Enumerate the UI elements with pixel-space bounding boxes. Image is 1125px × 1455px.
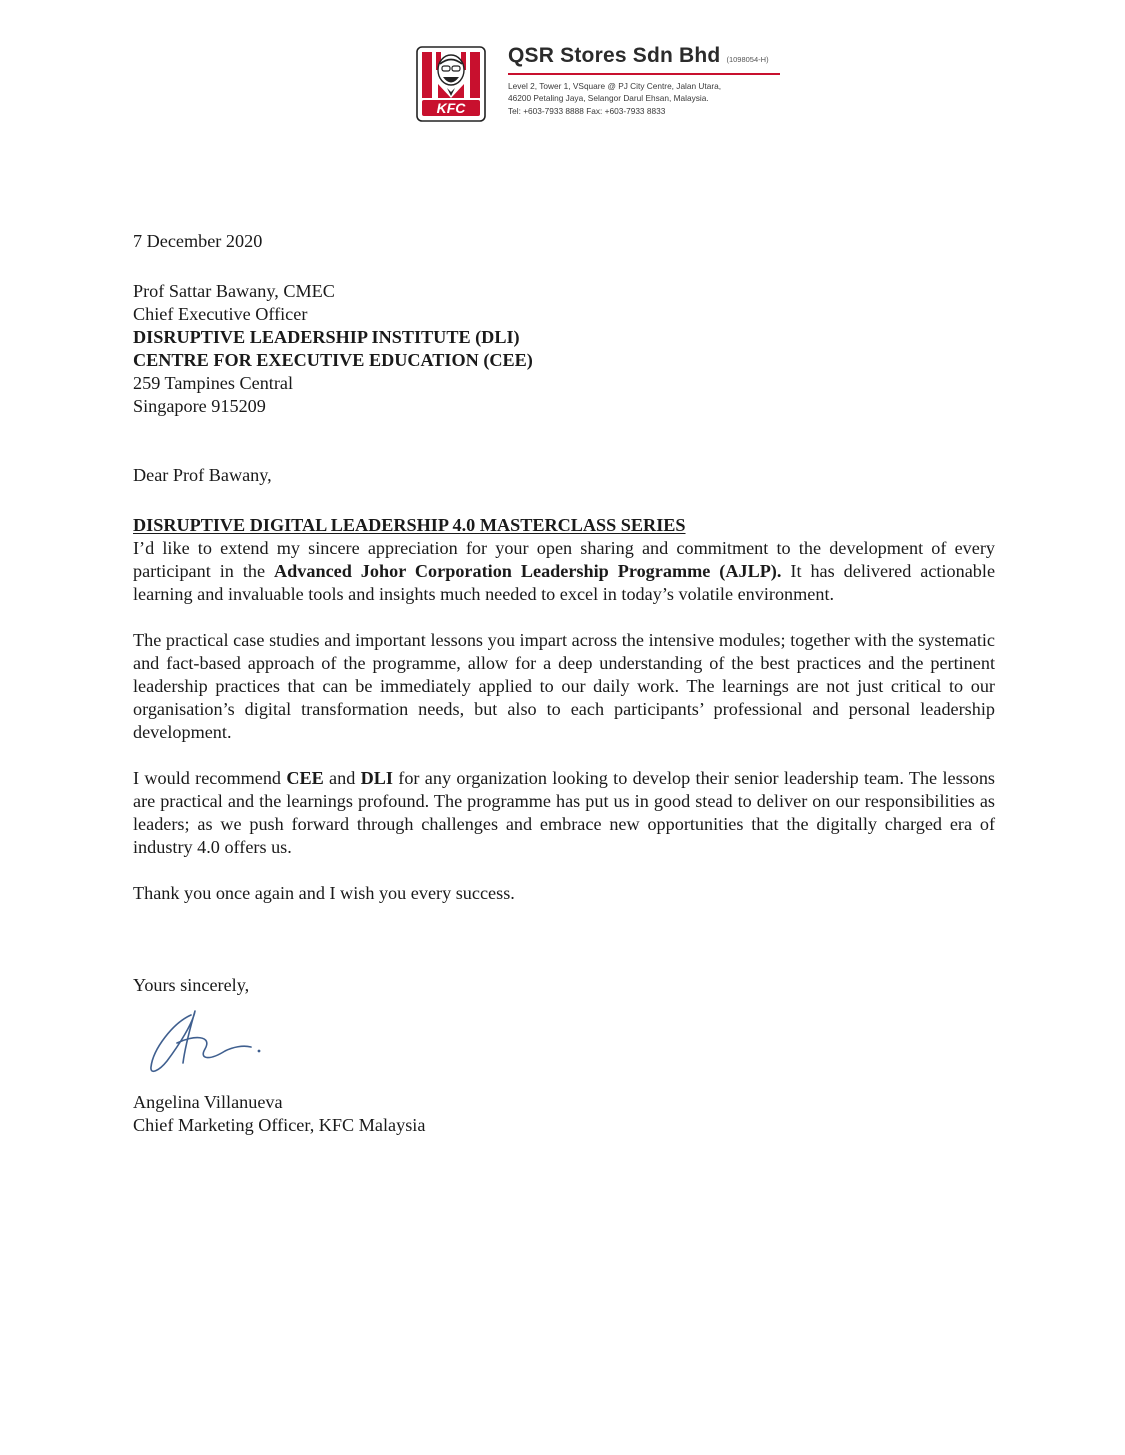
address-line-2: 46200 Petaling Jaya, Selangor Darul Ehsan, Malaysia. [508,93,709,104]
letterhead-rule [508,73,780,75]
dli-mention: DLI [360,768,393,788]
recipient-org-dli: DISRUPTIVE LEADERSHIP INSTITUTE (DLI) [133,327,520,347]
company-name: QSR Stores Sdn Bhd [508,44,721,67]
paragraph-3-part-c: and [323,768,361,788]
signature-image [133,1001,293,1085]
recipient-title: Chief Executive Officer [133,304,308,324]
paragraph-3-part-e: for any organization looking to develop their senior leadership team. The lessons are practical and the learnings profound. The programme has put us in good stead to deliver on our responsibilities as leaders; as we push forward through challenges and embrace new opportunities that the digitally charged era of industry 4.0 offers us. [133,768,995,857]
paragraph-3 [133,767,995,859]
signer-title: Chief Marketing Officer, KFC Malaysia [133,1115,426,1135]
company-block [508,44,798,117]
cee-mention: CEE [286,768,324,788]
address-line-1: Level 2, Tower 1, VSquare @ PJ City Centre, Jalan Utara, [508,81,722,91]
letterhead [416,44,796,124]
contact-line: Tel: +603-7933 8888 Fax: +603-7933 8833 [508,105,666,116]
paragraph-1 [133,537,995,606]
company-registration: (1098054-H) [726,55,769,64]
company-address [508,80,798,117]
recipient-org-cee: CENTRE FOR EXECUTIVE EDUCATION (CEE) [133,350,533,370]
paragraph-4: Thank you once again and I wish you every success. [133,883,515,903]
kfc-logo [416,46,486,122]
kfc-logo-text: KFC [436,100,466,116]
paragraph-3-part-a: I would recommend [133,768,287,788]
signer-name: Angelina Villanueva [133,1092,283,1112]
programme-name: Advanced Johor Corporation Leadership Programme (AJLP). [274,561,782,581]
recipient-name: Prof Sattar Bawany, CMEC [133,281,335,301]
closing: Yours sincerely, [133,975,250,995]
recipient-block [133,280,995,418]
salutation: Dear Prof Bawany, [133,465,272,485]
paragraph-1-part-a: I’d like to extend my sincere appreciation for your open sharing and commitment to the development of every participant in the [133,538,995,581]
paragraph-2: The practical case studies and important lessons you impart across the intensive modules; together with the systematic and fact-based approach of the programme, allow for a deep understanding of the best practices and the pertinent leadership practices that can be immediately applied to our daily work. The learnings are not just critical to our organisation’s digital transformation needs, but also to each participants’ professional and personal leadership development. [133,630,995,742]
letter-body [133,230,995,1137]
paragraph-1-part-c: It has delivered actionable learning and invaluable tools and insights much needed to excel in today’s volatile environment. [133,561,996,604]
letter-date: 7 December 2020 [133,231,263,251]
recipient-street: 259 Tampines Central [133,373,294,393]
subject-line: DISRUPTIVE DIGITAL LEADERSHIP 4.0 MASTERCLASS SERIES [133,515,686,535]
recipient-city: Singapore 915209 [133,396,266,416]
